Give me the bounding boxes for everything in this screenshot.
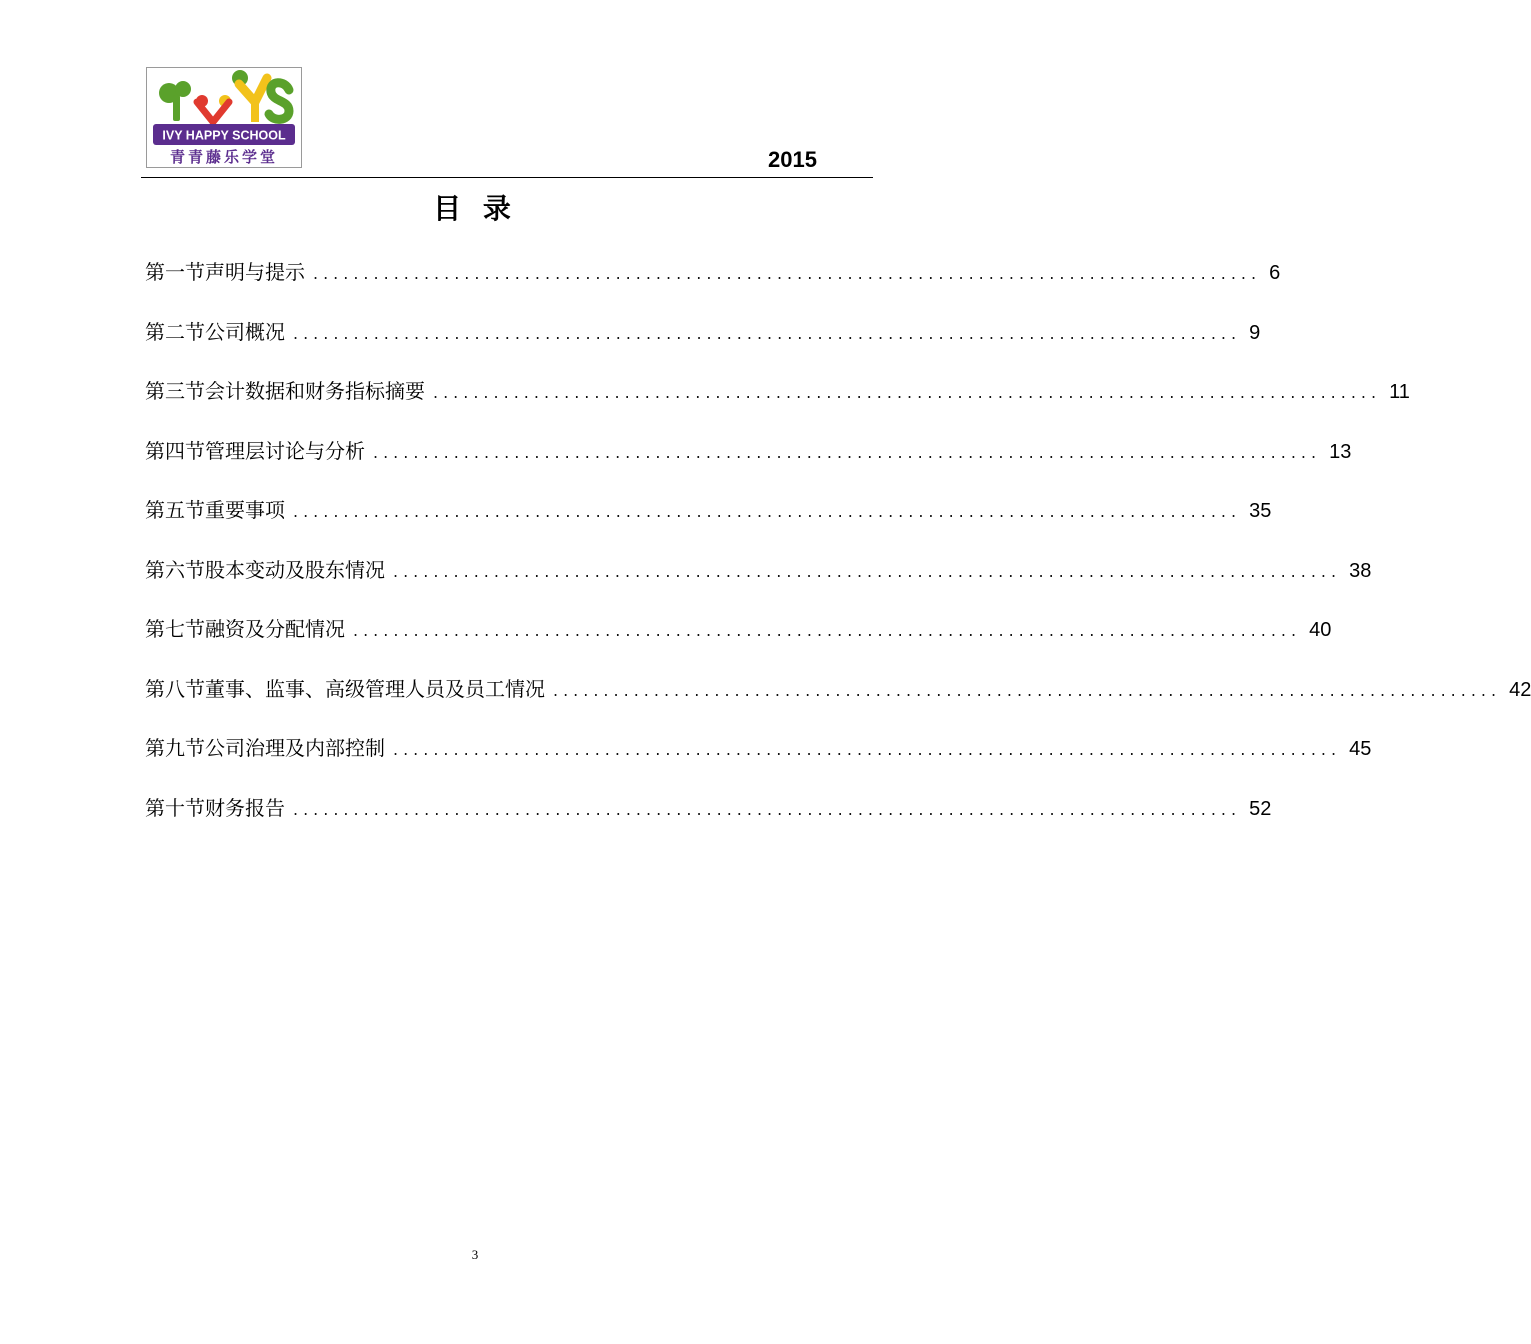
toc-leader: .............................................................................................. bbox=[313, 264, 1262, 283]
toc-entry[interactable] bbox=[145, 374, 1410, 434]
toc-entry[interactable] bbox=[145, 731, 1372, 791]
toc-section-title: 融资及分配情况 bbox=[205, 617, 345, 641]
toc-leader: .............................................................................................. bbox=[353, 621, 1302, 640]
toc-page-number: 35 bbox=[1249, 500, 1272, 522]
toc-page-number: 9 bbox=[1249, 321, 1261, 344]
toc-section-title: 重要事项 bbox=[205, 498, 285, 522]
toc-section-number: 第七节 bbox=[145, 617, 205, 641]
logo-tagline: IVY HAPPY SCHOOL bbox=[162, 128, 286, 143]
toc-section-title: 管理层讨论与分析 bbox=[205, 438, 365, 463]
toc-section-number: 第三节 bbox=[145, 379, 205, 403]
toc-page-number: 11 bbox=[1389, 381, 1410, 403]
toc-section-title: 会计数据和财务指标摘要 bbox=[205, 379, 425, 403]
toc-leader: .............................................................................................. bbox=[293, 502, 1242, 521]
toc-entry[interactable] bbox=[145, 612, 1332, 672]
toc-page-number: 45 bbox=[1349, 738, 1372, 760]
toc-leader: .............................................................................................. bbox=[393, 740, 1342, 759]
toc-section-number: 第四节 bbox=[145, 438, 205, 463]
toc-leader: .............................................................................................. bbox=[373, 442, 1322, 462]
toc-section-title: 财务报告 bbox=[205, 795, 285, 820]
toc-section-title: 公司治理及内部控制 bbox=[205, 736, 385, 760]
toc-page-number: 52 bbox=[1249, 797, 1272, 820]
toc-leader: .............................................................................................. bbox=[393, 561, 1342, 581]
toc-section-number: 第二节 bbox=[145, 319, 205, 344]
toc-page-number: 6 bbox=[1269, 262, 1281, 284]
table-of-contents bbox=[145, 255, 1531, 850]
toc-page-number: 40 bbox=[1309, 619, 1332, 641]
toc-entry[interactable] bbox=[145, 672, 1531, 732]
logo-chinese-name: 青青藤乐学堂 bbox=[169, 148, 279, 166]
toc-section-number: 第九节 bbox=[145, 736, 205, 760]
toc-section-number: 第五节 bbox=[145, 498, 205, 522]
report-year: 2015 bbox=[768, 147, 817, 172]
toc-section-number: 第六节 bbox=[145, 557, 205, 582]
toc-page-number: 42 bbox=[1509, 678, 1531, 701]
page-number: 3 bbox=[471, 1247, 479, 1262]
toc-section-number: 第一节 bbox=[145, 260, 205, 284]
toc-leader: .............................................................................................. bbox=[553, 680, 1502, 700]
toc-page-number: 38 bbox=[1349, 559, 1372, 582]
toc-entry[interactable] bbox=[145, 791, 1272, 851]
company-logo bbox=[146, 67, 302, 168]
header-divider bbox=[141, 177, 873, 178]
toc-entry[interactable] bbox=[145, 255, 1281, 315]
toc-page-number: 13 bbox=[1329, 440, 1352, 463]
toc-section-title: 股本变动及股东情况 bbox=[205, 557, 385, 582]
toc-section-title: 董事、监事、高级管理人员及员工情况 bbox=[205, 676, 545, 701]
toc-section-number: 第八节 bbox=[145, 676, 205, 701]
toc-leader: .............................................................................................. bbox=[433, 383, 1382, 402]
toc-section-number: 第十节 bbox=[145, 795, 205, 820]
toc-entry[interactable] bbox=[145, 434, 1352, 494]
toc-entry[interactable] bbox=[145, 553, 1372, 613]
toc-section-title: 公司概况 bbox=[205, 319, 285, 344]
toc-section-title: 声明与提示 bbox=[205, 260, 305, 284]
toc-leader: .............................................................................................. bbox=[293, 323, 1242, 343]
toc-heading: 目 录 bbox=[433, 192, 517, 225]
toc-entry[interactable] bbox=[145, 493, 1272, 553]
toc-entry[interactable] bbox=[145, 315, 1261, 375]
toc-leader: .............................................................................................. bbox=[293, 799, 1242, 819]
